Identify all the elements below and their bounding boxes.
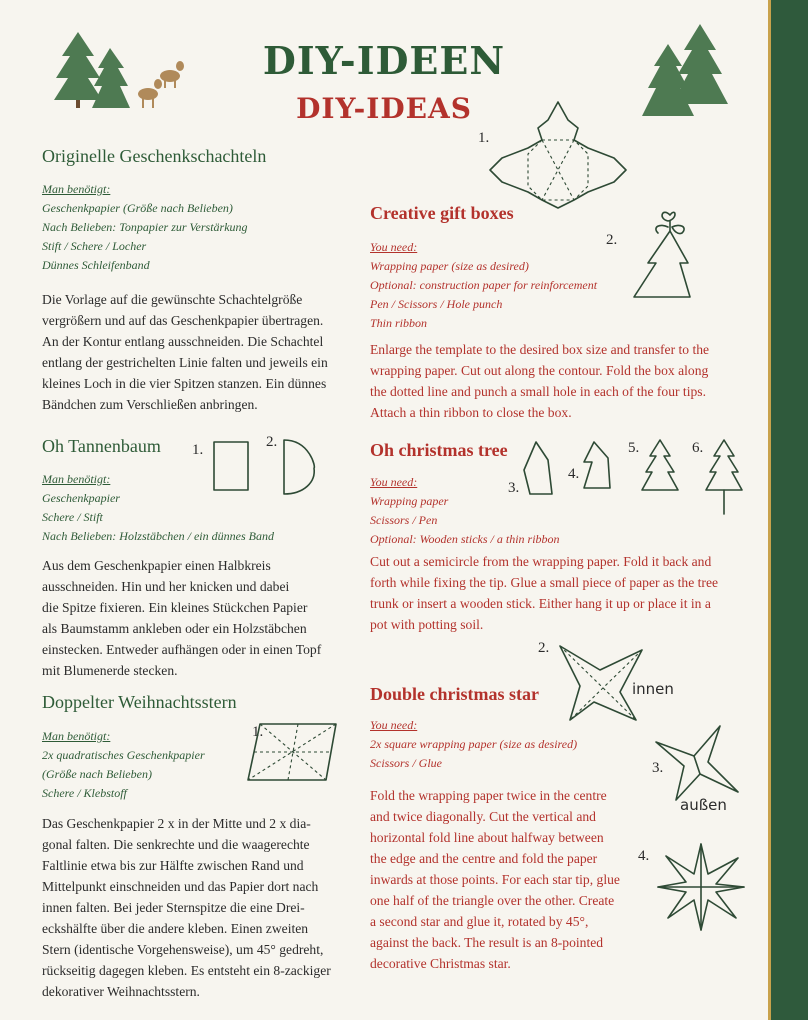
text-line: Aus dem Geschenkpapier einen Halbkreis <box>42 558 271 573</box>
needs-item: Geschenkpapier <box>42 491 120 505</box>
step-number: 2. <box>606 232 618 248</box>
text-line: decorative Christmas star. <box>370 956 511 971</box>
text-line: vergrößern und auf das Geschenkpapier übertragen. <box>42 313 324 328</box>
step-number: 2. <box>538 640 550 656</box>
text-line: ausschneiden. Hin und her knicken und dabei <box>42 579 290 594</box>
text-line: Faltlinie etwa bis zur Hälfte zwischen Rand und <box>42 858 304 873</box>
needs-list-star-de <box>42 727 205 803</box>
heading-tree-en: Oh christmas tree <box>370 440 508 460</box>
text-line: eckshälfte über die andere kleben. Einen zweiten <box>42 921 309 936</box>
step-number: 6. <box>692 440 704 456</box>
text-line: Enlarge the template to the desired box size and transfer to the <box>370 342 710 357</box>
instructions-gift-boxes-de <box>42 289 328 415</box>
needs-label: You need: <box>370 240 418 254</box>
text-line: trunk or insert a wooden stick. Either hang it up or place it in a <box>370 596 711 611</box>
needs-item: 2x quadratisches Geschenkpapier <box>42 748 205 762</box>
needs-label: You need: <box>370 718 418 732</box>
text-line: Attach a thin ribbon to close the box. <box>370 405 572 420</box>
needs-item: Schere / Klebstoff <box>42 786 127 800</box>
needs-item: Schere / Stift <box>42 510 103 524</box>
page-title-en: DIY-IDEAS <box>296 92 472 125</box>
instructions-star-en <box>370 785 620 974</box>
needs-label: Man benötigt: <box>42 729 111 743</box>
needs-item: Optional: construction paper for reinforcement <box>370 278 598 292</box>
step-number: 4. <box>568 466 580 482</box>
text-line: the dotted line and punch a small hole in each of the four tips. <box>370 384 706 399</box>
needs-item: Scissors / Glue <box>370 756 442 770</box>
text-line: mit Blumenerde stecken. <box>42 663 178 678</box>
text-line: against the back. The result is an 8-pointed <box>370 935 604 950</box>
tree-step4-sketch <box>580 440 614 496</box>
needs-label: Man benötigt: <box>42 472 111 486</box>
needs-list-gift-boxes-de <box>42 180 248 275</box>
text-line: inwards at those points. For each star tip, glue <box>370 872 620 887</box>
instructions-star-de <box>42 813 331 1002</box>
instructions-tree-de <box>42 555 321 681</box>
text-line: and twice diagonally. Cut the vertical and <box>370 809 596 824</box>
needs-item: Stift / Schere / Locher <box>42 239 147 253</box>
text-line: entlang der gestrichelten Linie falten und jeweils ein <box>42 355 328 370</box>
text-line: rückseitig dagegen kleben. Es entsteht ein 8-zackiger <box>42 963 331 978</box>
step-number: 5. <box>628 440 640 456</box>
text-line: a second star and glue it, rotated by 45°, <box>370 914 589 929</box>
annotation-outside: außen <box>680 796 727 814</box>
needs-label: You need: <box>370 475 418 489</box>
needs-item: 2x square wrapping paper (size as desired) <box>370 737 578 751</box>
tree-step2-sketch <box>280 438 320 498</box>
step-number: 1. <box>192 442 204 458</box>
gift-box-finished-sketch <box>630 205 710 305</box>
step-number: 1. <box>478 130 490 146</box>
needs-item: Geschenkpapier (Größe nach Belieben) <box>42 201 233 215</box>
needs-item: Wrapping paper (size as desired) <box>370 259 529 273</box>
text-line: An der Kontur entlang ausschneiden. Die Schachtel <box>42 334 324 349</box>
text-line: Stern (identische Vorgehensweise), um 45° gedreht, <box>42 942 324 957</box>
heading-gift-boxes-en: Creative gift boxes <box>370 203 514 223</box>
step-number: 2. <box>266 434 278 450</box>
text-line: einstecken. Entweder aufhängen oder in einen Topf <box>42 642 322 657</box>
page-title-de: DIY-IDEEN <box>262 38 506 83</box>
text-line: forth while fixing the tip. Glue a small piece of paper as the tree <box>370 575 719 590</box>
text-line: Die Vorlage auf die gewünschte Schachtelgröße <box>42 292 303 307</box>
instructions-tree-en <box>370 551 718 635</box>
needs-item: Nach Belieben: Holzstäbchen / ein dünnes Band <box>42 529 274 543</box>
text-line: dekorativer Weihnachtsstern. <box>42 984 200 999</box>
text-line: Das Geschenkpapier 2 x in der Mitte und 2 x dia- <box>42 816 311 831</box>
tree-step3-sketch <box>522 440 556 500</box>
heading-gift-boxes-de: Originelle Geschenkschachteln <box>42 146 267 166</box>
needs-list-gift-boxes-en <box>370 238 597 333</box>
text-line: Cut out a semicircle from the wrapping paper. Fold it back and <box>370 554 712 569</box>
needs-item: Dünnes Schleifenband <box>42 258 150 272</box>
needs-item: Nach Belieben: Tonpapier zur Verstärkung <box>42 220 248 234</box>
text-line: the edge and the centre and fold the paper <box>370 851 598 866</box>
text-line: Mittelpunkt einschneiden und das Papier dort nach <box>42 879 319 894</box>
star-step1-sketch <box>246 722 342 782</box>
step-number: 3. <box>508 480 520 496</box>
text-line: pot with potting soil. <box>370 617 484 632</box>
needs-item: Optional: Wooden sticks / a thin ribbon <box>370 532 560 546</box>
needs-label: Man benötigt: <box>42 182 111 196</box>
text-line: Fold the wrapping paper twice in the centre <box>370 788 607 803</box>
star-step3-sketch <box>654 722 744 802</box>
text-line: one half of the triangle over the other. Create <box>370 893 615 908</box>
annotation-inside: innen <box>632 680 674 698</box>
needs-item: Wrapping paper <box>370 494 449 508</box>
gift-box-template-sketch <box>488 100 628 210</box>
needs-item: Thin ribbon <box>370 316 428 330</box>
text-line: als Baumstamm ankleben oder ein Holzstäbchen <box>42 621 307 636</box>
step-number: 3. <box>652 760 664 776</box>
tree-step6-sketch <box>704 438 744 518</box>
text-line: die Spitze fixieren. Ein kleines Stückchen Papier <box>42 600 308 615</box>
heading-star-de: Doppelter Weihnachtsstern <box>42 692 237 712</box>
tree-step5-sketch <box>640 438 680 498</box>
text-line: kleines Loch in die vier Spitzen stanzen. Ein dünnes <box>42 376 327 391</box>
needs-item: (Größe nach Belieben) <box>42 767 152 781</box>
step-number: 4. <box>638 848 650 864</box>
step-number: 1. <box>252 724 264 740</box>
book-spine <box>768 0 808 1020</box>
star-step4-sketch <box>658 844 744 930</box>
text-line: innen falten. Bei jeder Sternspitze die eine Drei- <box>42 900 305 915</box>
text-line: wrapping paper. Cut out along the contour. Fold the box along <box>370 363 709 378</box>
text-line: Bändchen zum Verschließen anbringen. <box>42 397 258 412</box>
needs-item: Scissors / Pen <box>370 513 438 527</box>
text-line: gonal falten. Die senkrechte und die waagerechte <box>42 837 310 852</box>
needs-item: Pen / Scissors / Hole punch <box>370 297 503 311</box>
text-line: horizontal fold line about halfway between <box>370 830 604 845</box>
heading-tree-de: Oh Tannenbaum <box>42 436 161 456</box>
needs-list-tree-de <box>42 470 274 546</box>
heading-star-en: Double christmas star <box>370 684 539 704</box>
instructions-gift-boxes-en <box>370 339 709 423</box>
needs-list-star-en <box>370 716 577 773</box>
